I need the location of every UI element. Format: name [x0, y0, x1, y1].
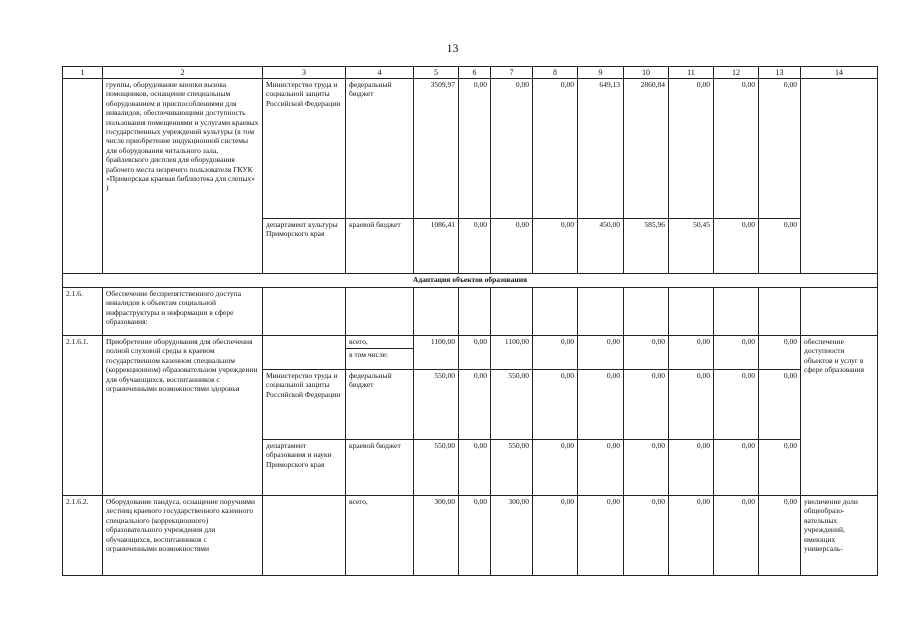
value-cell: 0,00	[578, 440, 624, 496]
header-cell: 11	[669, 67, 714, 79]
value-cell	[533, 288, 578, 336]
result-cell: увеличение доли общеобразо-вательных учреждений, имеющих универсаль-	[801, 496, 878, 576]
executor-cell	[263, 496, 346, 576]
value-cell: 550,00	[414, 370, 459, 440]
executor-cell	[263, 336, 346, 370]
value-cell: 1100,00	[414, 336, 459, 370]
description-cell: Обеспечение беспрепятственного доступа инвалидов к объектам социальной инфраструктуры и информации в сфере образования:	[103, 288, 263, 336]
result-cell: обеспечение доступности объектов и услуг в сфере образования	[801, 336, 878, 496]
value-cell: 0,00	[578, 496, 624, 576]
header-row	[63, 67, 878, 79]
value-cell: 3509,97	[414, 79, 459, 219]
source-cell: федеральный бюджет	[346, 79, 414, 219]
description-cell: группы, оборудование кнопки вызова помощников, оснащение специальным оборудованием и приспособлениями для инвалидов, обеспечивающими доступность пользования помещениями и услугами краевых государственных учреждений культуры (в том числе приобретение индукционной системы для оборудования читального зала, брайлевского дисплея для оборудования рабочего места незрячего пользователя ГКУК «Приморская краевая библиотека для слепых» )	[103, 79, 263, 274]
value-cell: 0,00	[533, 79, 578, 219]
value-cell: 0,00	[759, 370, 801, 440]
value-cell: 0,00	[533, 336, 578, 370]
value-cell	[714, 288, 759, 336]
value-cell: 0,00	[714, 440, 759, 496]
value-cell: 0,00	[578, 370, 624, 440]
value-cell: 0,00	[578, 336, 624, 370]
source-cell: всего,	[346, 496, 414, 576]
value-cell	[414, 288, 459, 336]
value-cell: 649,13	[578, 79, 624, 219]
value-cell: 0,00	[714, 370, 759, 440]
source-cell	[346, 288, 414, 336]
section-title: Адаптация объектов образования	[63, 274, 878, 288]
value-cell: 0,00	[669, 440, 714, 496]
value-cell: 300,00	[491, 496, 533, 576]
value-cell	[759, 288, 801, 336]
value-cell: 0,00	[491, 79, 533, 219]
executor-cell	[263, 288, 346, 336]
value-cell: 0,00	[759, 440, 801, 496]
result-cell	[801, 288, 878, 336]
description-cell: Оборудование пандуса, оснащение поручнями лестниц краевого государственного казенного специального (коррекционного) образовательного учреждения для обучающихся, воспитанников с ограниченными возможностями	[103, 496, 263, 576]
source-cell: федеральный бюджет	[346, 370, 414, 440]
value-cell: 0,00	[533, 440, 578, 496]
header-cell: 9	[578, 67, 624, 79]
value-cell: 0,00	[669, 370, 714, 440]
value-cell: 0,00	[459, 440, 491, 496]
header-cell: 13	[759, 67, 801, 79]
value-cell: 0,00	[533, 370, 578, 440]
value-cell	[669, 288, 714, 336]
header-cell: 14	[801, 67, 878, 79]
header-cell: 3	[263, 67, 346, 79]
value-cell: 550,00	[491, 370, 533, 440]
value-cell: 0,00	[459, 496, 491, 576]
value-cell: 0,00	[669, 336, 714, 370]
code-cell: 2.1.6.2.	[63, 496, 103, 576]
value-cell	[624, 288, 669, 336]
source-cell: краевой бюджет	[346, 440, 414, 496]
table-row	[63, 496, 878, 576]
value-cell: 0,00	[491, 219, 533, 274]
value-cell: 0,00	[759, 336, 801, 370]
value-cell	[491, 288, 533, 336]
result-cell	[801, 79, 878, 274]
value-cell: 0,00	[669, 79, 714, 219]
value-cell: 0,00	[533, 219, 578, 274]
value-cell: 0,00	[624, 370, 669, 440]
value-cell: 0,00	[714, 79, 759, 219]
executor-cell: департамент образования и науки Приморского края	[263, 440, 346, 496]
header-cell: 1	[63, 67, 103, 79]
value-cell: 0,00	[759, 219, 801, 274]
source-total-label: всего,	[349, 337, 368, 346]
source-cell: краевой бюджет	[346, 219, 414, 274]
value-cell: 0,00	[624, 496, 669, 576]
code-cell: 2.1.6.1.	[63, 336, 103, 496]
value-cell: 0,00	[459, 370, 491, 440]
value-cell: 0,00	[759, 496, 801, 576]
executor-cell: Министерство труда и социальной защиты Российской Федерации	[263, 370, 346, 440]
table-row	[63, 336, 878, 370]
header-cell: 2	[103, 67, 263, 79]
table-row	[63, 288, 878, 336]
value-cell: 0,00	[459, 79, 491, 219]
value-cell: 0,00	[714, 219, 759, 274]
executor-cell: департамент культуры Приморского края	[263, 219, 346, 274]
value-cell: 0,00	[669, 496, 714, 576]
code-cell	[63, 79, 103, 274]
value-cell: 0,00	[459, 336, 491, 370]
value-cell: 0,00	[714, 336, 759, 370]
value-cell: 550,00	[414, 440, 459, 496]
value-cell: 300,00	[414, 496, 459, 576]
value-cell: 0,00	[624, 440, 669, 496]
source-including-label: в том числе:	[346, 348, 413, 359]
value-cell	[578, 288, 624, 336]
value-cell: 1100,00	[491, 336, 533, 370]
value-cell: 0,00	[624, 336, 669, 370]
page-number: 13	[446, 41, 459, 55]
header-cell: 10	[624, 67, 669, 79]
header-cell: 4	[346, 67, 414, 79]
value-cell: 50,45	[669, 219, 714, 274]
value-cell: 585,96	[624, 219, 669, 274]
description-cell: Приобретение оборудования для обеспечения полной слуховой среды в краевом государственном казенном специальном (коррекционном) образовательном учреждении для обучающихся, воспитанников с ограниченными возможностями здоровья	[103, 336, 263, 496]
header-cell: 7	[491, 67, 533, 79]
header-cell: 8	[533, 67, 578, 79]
program-table	[62, 66, 878, 576]
value-cell: 550,00	[491, 440, 533, 496]
value-cell	[459, 288, 491, 336]
source-cell	[346, 336, 414, 370]
table-row	[63, 79, 878, 219]
header-cell: 6	[459, 67, 491, 79]
value-cell: 1086,41	[414, 219, 459, 274]
value-cell: 0,00	[714, 496, 759, 576]
header-cell: 12	[714, 67, 759, 79]
value-cell: 2860,84	[624, 79, 669, 219]
section-row	[63, 274, 878, 288]
header-cell: 5	[414, 67, 459, 79]
value-cell: 450,00	[578, 219, 624, 274]
value-cell: 0,00	[459, 219, 491, 274]
executor-cell: Министерство труда и социальной защиты Российской Федерации	[263, 79, 346, 219]
value-cell: 0,00	[759, 79, 801, 219]
value-cell: 0,00	[533, 496, 578, 576]
code-cell: 2.1.6.	[63, 288, 103, 336]
